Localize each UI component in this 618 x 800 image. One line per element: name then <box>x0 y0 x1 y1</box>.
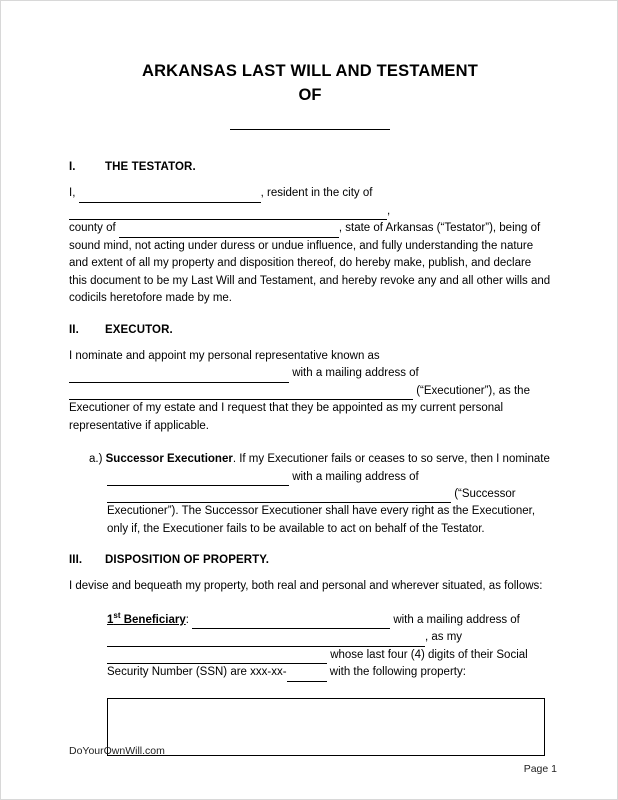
section-heading-property <box>69 554 551 566</box>
executor-paragraph <box>69 348 551 435</box>
beneficiary-address-field[interactable] <box>107 635 425 647</box>
testator-name-blank[interactable] <box>230 117 390 130</box>
successor-address-field[interactable] <box>107 491 451 503</box>
footer-brand: DoYourOwnWill.com <box>69 745 165 757</box>
testator-paragraph <box>69 185 551 307</box>
successor-name-field[interactable] <box>107 474 289 486</box>
section-title-ii: EXECUTOR. <box>105 323 173 336</box>
testator-name-blank-row <box>69 117 551 135</box>
beneficiary-heading <box>107 611 186 626</box>
testator-name-field[interactable] <box>79 191 261 203</box>
ben-text-2: with a mailing address of <box>390 613 520 626</box>
testator-text-5: , state of Arkansas (“Testator”), being of sound mind, not acting under duress or undue influence, and fully understanding the nature and extent of all my property and disposition thereof, do hereby make, publish, and declare this document to be my Last Will and Testament, and hereby revoke any and all other wills and codicils heretofore made by me. <box>69 222 551 305</box>
successor-list-label: a.) <box>89 453 103 466</box>
executor-name-field[interactable] <box>69 371 289 383</box>
beneficiary-label: Beneficiary <box>120 613 186 626</box>
beneficiary-ssn-field[interactable] <box>287 670 327 682</box>
executor-text-2: with a mailing address of <box>289 367 419 380</box>
ben-text-3: , as my <box>425 631 463 644</box>
executor-text-1: I nominate and appoint my personal representative known as <box>69 349 380 362</box>
ben-text-4: whose last four (4) digits of their Social Security Number (SSN) are xxx-xx- <box>107 648 528 679</box>
testator-text-1: I, <box>69 187 79 200</box>
successor-text-3: (“Successor Executioner”). The Successor Executioner shall have every right as the Executioner, only if, the Executioner fails to be available to act on behalf of the Testator. <box>107 488 536 535</box>
testator-city-field[interactable] <box>69 208 387 220</box>
section-title-iii: DISPOSITION OF PROPERTY. <box>105 554 270 567</box>
beneficiary-relation-field[interactable] <box>107 652 327 664</box>
ben-text-5: with the following property: <box>326 666 466 679</box>
testator-text-3: , <box>387 204 391 217</box>
successor-text-1: . If my Executioner fails or ceases to so serve, then I nominate <box>232 453 550 466</box>
page-title: ARKANSAS LAST WILL AND TESTAMENT <box>141 62 479 80</box>
section-number-ii: II. <box>69 323 79 336</box>
executor-address-field[interactable] <box>69 388 413 400</box>
beneficiary-ordinal-suffix: st <box>113 611 121 621</box>
testator-text-2: , resident in the city of <box>260 187 373 200</box>
beneficiary-paragraph <box>107 612 551 682</box>
section-title-i: THE TESTATOR. <box>105 161 196 174</box>
ben-text-1: : <box>185 613 193 626</box>
section-number-i: I. <box>69 161 76 174</box>
page-title-of: OF <box>298 86 322 105</box>
testator-text-4: county of <box>69 222 119 235</box>
successor-text-2: with a mailing address of <box>289 470 419 483</box>
testator-county-field[interactable] <box>119 226 339 238</box>
successor-heading: Successor Executioner <box>105 453 233 466</box>
property-intro-paragraph: I devise and bequeath my property, both real and personal and wherever situated, as follows: <box>69 580 543 593</box>
section-number-iii: III. <box>69 554 83 567</box>
footer-page-number: Page 1 <box>523 763 557 775</box>
beneficiary-ordinal: 1 <box>107 613 114 626</box>
beneficiary-name-field[interactable] <box>192 617 390 629</box>
executor-text-3: (“Executioner”), as the Executioner of my estate and I request that they be appointed as my current personal representative if applicable. <box>69 384 530 432</box>
property-description-box[interactable] <box>107 698 545 756</box>
section-heading-testator <box>69 161 551 173</box>
beneficiary-block <box>69 612 551 682</box>
document-content <box>69 61 551 756</box>
section-heading-executor <box>69 324 551 336</box>
successor-executor-paragraph <box>69 451 551 538</box>
